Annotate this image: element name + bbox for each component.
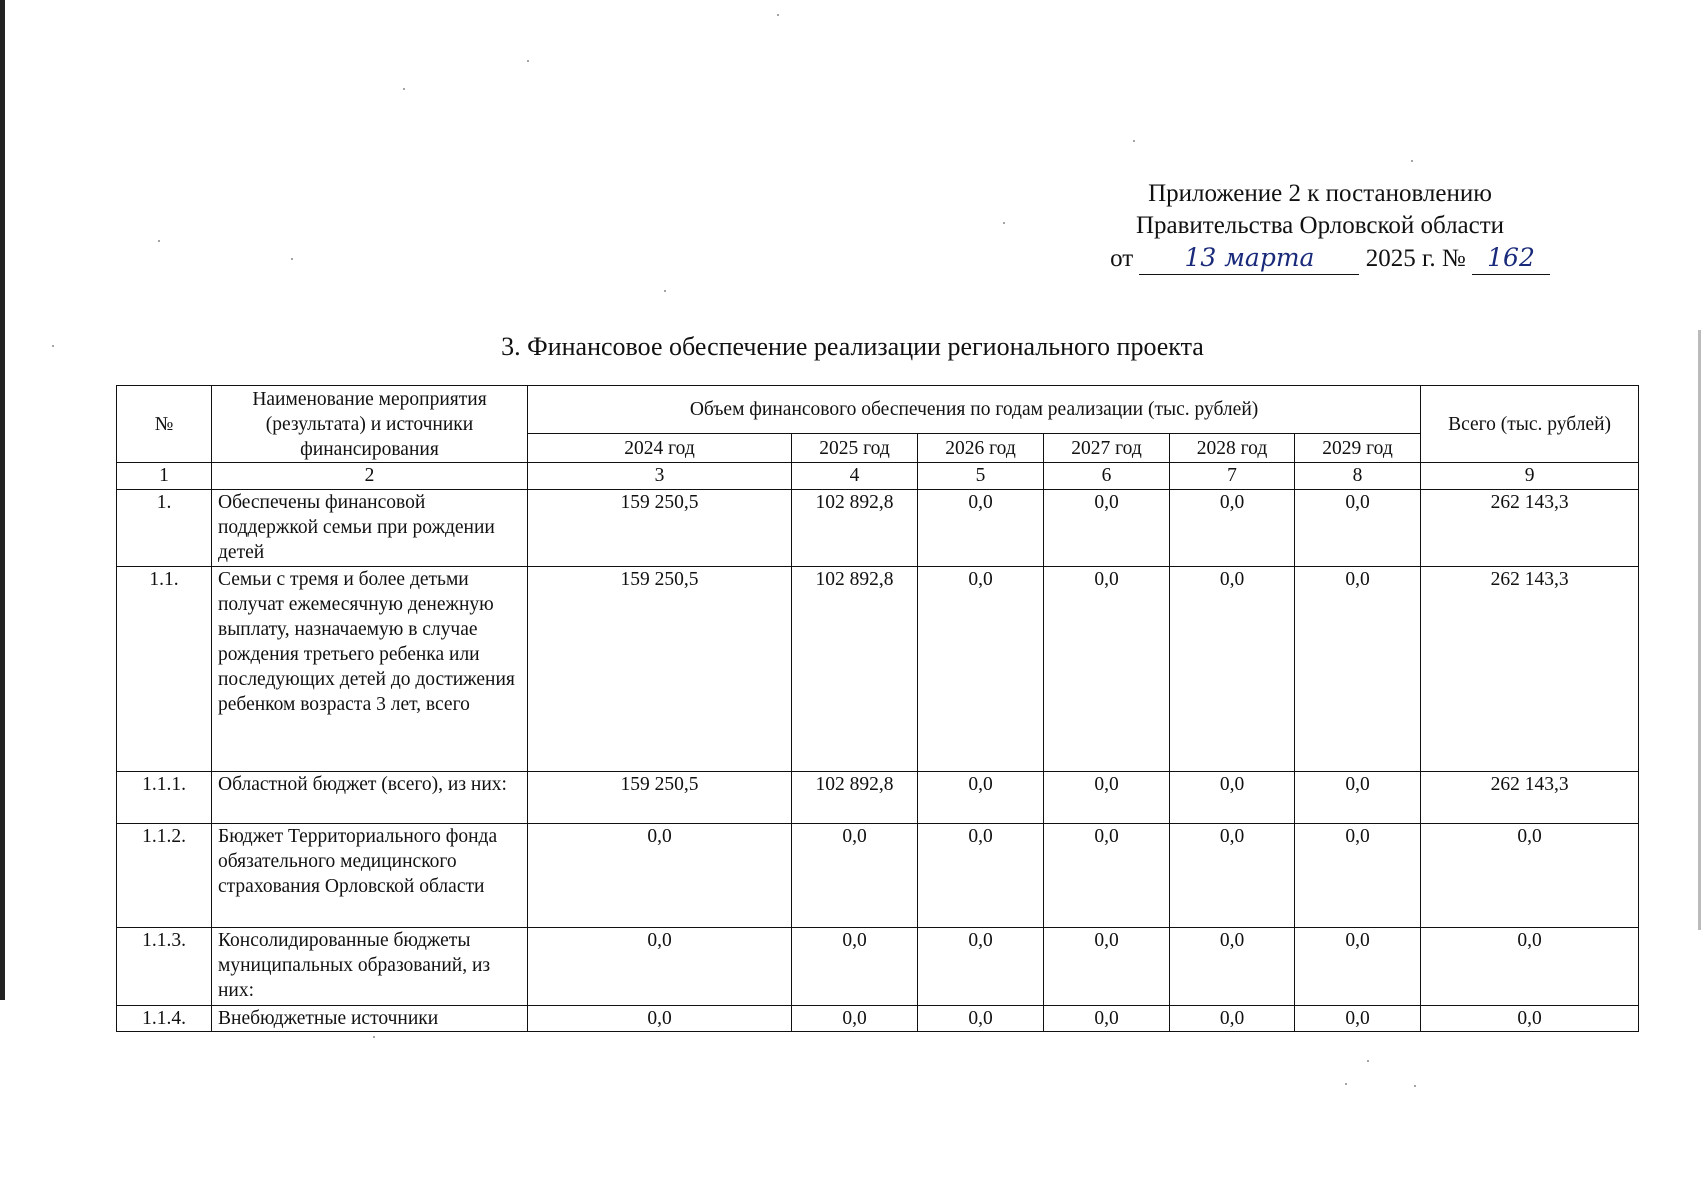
value-cell: 102 892,8 [792,567,918,772]
row-number: 1. [117,490,212,567]
table-row [117,824,1639,928]
header-year: 2028 год [1170,434,1295,463]
value-cell: 0,0 [1295,490,1421,567]
header-year: 2024 год [528,434,792,463]
value-cell: 0,0 [1295,928,1421,1006]
value-cell: 0,0 [1295,772,1421,824]
row-number: 1.1.1. [117,772,212,824]
value-cell: 0,0 [792,928,918,1006]
row-number: 1.1.3. [117,928,212,1006]
table-row [117,1006,1639,1032]
column-number: 3 [528,463,792,490]
column-number: 8 [1295,463,1421,490]
scan-speck [158,240,160,242]
section-title: 3. Финансовое обеспечение реализации регионального проекта [501,332,1204,361]
scan-speck [291,258,293,260]
column-number: 6 [1044,463,1170,490]
scan-speck [1345,1083,1347,1085]
value-cell: 0,0 [918,772,1044,824]
column-number-row [117,463,1639,490]
header-total: Всего (тыс. рублей) [1421,386,1639,463]
financing-table [116,385,1639,1032]
row-number: 1.1.4. [117,1006,212,1032]
total-cell: 0,0 [1421,824,1639,928]
column-number: 2 [212,463,528,490]
value-cell: 0,0 [792,824,918,928]
table-row [117,567,1639,772]
value-cell: 0,0 [792,1006,918,1032]
value-cell: 159 250,5 [528,567,792,772]
scan-speck [1414,1085,1416,1087]
from-prefix: от [1110,245,1134,272]
column-number: 7 [1170,463,1295,490]
header-year: 2027 год [1044,434,1170,463]
total-cell: 262 143,3 [1421,490,1639,567]
appendix-line-1: Приложение 2 к постановлению [1148,180,1492,207]
header-row-1 [117,386,1639,434]
value-cell: 0,0 [1044,824,1170,928]
decree-date-line [1070,242,1570,275]
header-year: 2025 год [792,434,918,463]
row-name: Внебюджетные источники [212,1006,528,1032]
header-name: Наименование мероприятия (результата) и источники финансирования [212,386,528,463]
value-cell: 0,0 [1295,1006,1421,1032]
value-cell: 159 250,5 [528,772,792,824]
scan-speck [664,290,666,292]
value-cell: 159 250,5 [528,490,792,567]
handwritten-date: 13 марта [1139,242,1359,275]
value-cell: 0,0 [1170,1006,1295,1032]
total-cell: 262 143,3 [1421,772,1639,824]
table-row [117,490,1639,567]
value-cell: 0,0 [1295,824,1421,928]
row-number: 1.1.2. [117,824,212,928]
scan-speck [1411,160,1413,162]
value-cell: 0,0 [1170,772,1295,824]
header-year: 2026 год [918,434,1044,463]
row-name: Областной бюджет (всего), из них: [212,772,528,824]
value-cell: 0,0 [1044,490,1170,567]
total-cell: 262 143,3 [1421,567,1639,772]
value-cell: 102 892,8 [792,490,918,567]
value-cell: 0,0 [1044,928,1170,1006]
value-cell: 0,0 [918,928,1044,1006]
total-cell: 0,0 [1421,928,1639,1006]
table-row [117,928,1639,1006]
table-row [117,772,1639,824]
value-cell: 0,0 [918,824,1044,928]
value-cell: 0,0 [918,1006,1044,1032]
value-cell: 0,0 [1170,824,1295,928]
header-num: № [117,386,212,463]
handwritten-number: 162 [1472,242,1550,275]
scan-speck [1003,222,1005,224]
column-number: 5 [918,463,1044,490]
total-cell: 0,0 [1421,1006,1639,1032]
scan-speck [403,88,405,90]
value-cell: 0,0 [918,567,1044,772]
row-number: 1.1. [117,567,212,772]
value-cell: 0,0 [1044,567,1170,772]
row-name: Консолидированные бюджеты муниципальных образований, из них: [212,928,528,1006]
header-year: 2029 год [1295,434,1421,463]
year-text: 2025 г. № [1365,245,1466,272]
value-cell: 0,0 [1295,567,1421,772]
value-cell: 0,0 [1044,772,1170,824]
scan-speck [1367,1060,1369,1062]
scan-speck [373,1036,375,1038]
column-number: 4 [792,463,918,490]
value-cell: 0,0 [1170,490,1295,567]
row-name: Бюджет Территориального фонда обязательного медицинского страхования Орловской области [212,824,528,928]
header-volume: Объем финансового обеспечения по годам реализации (тыс. рублей) [528,386,1421,434]
value-cell: 102 892,8 [792,772,918,824]
scan-speck [777,14,779,16]
column-number: 9 [1421,463,1639,490]
scan-edge-right [1698,330,1701,930]
appendix-line-2: Правительства Орловской области [1135,212,1505,239]
appendix-header [1070,178,1570,275]
row-name: Обеспечены финансовой поддержкой семьи при рождении детей [212,490,528,567]
scan-speck [1133,140,1135,142]
value-cell: 0,0 [1170,567,1295,772]
column-number: 1 [117,463,212,490]
scan-speck [527,60,529,62]
value-cell: 0,0 [1044,1006,1170,1032]
value-cell: 0,0 [528,1006,792,1032]
row-name: Семьи с тремя и более детьми получат ежемесячную денежную выплату, назначаемую в случае рождения третьего ребенка или последующих детей до достижения ребенком возраста 3 лет, всего [212,567,528,772]
scan-edge-left [0,0,5,1000]
value-cell: 0,0 [918,490,1044,567]
value-cell: 0,0 [1170,928,1295,1006]
value-cell: 0,0 [528,824,792,928]
value-cell: 0,0 [528,928,792,1006]
